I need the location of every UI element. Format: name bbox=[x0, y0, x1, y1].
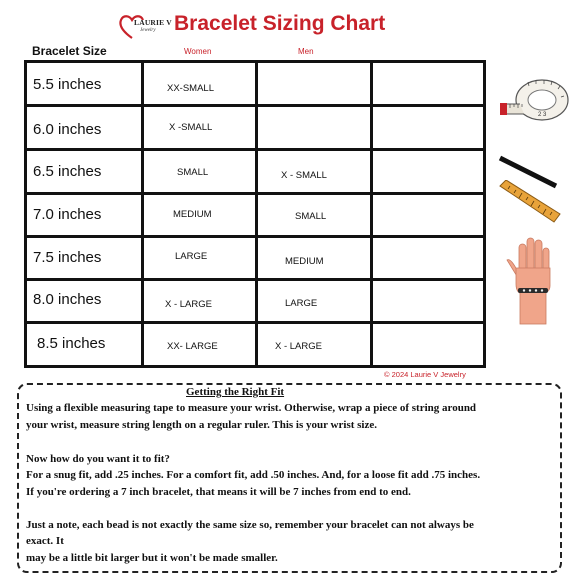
women-size-cell: XX- LARGE bbox=[167, 341, 218, 352]
women-size-cell: MEDIUM bbox=[173, 209, 212, 220]
women-size-cell: SMALL bbox=[177, 167, 209, 178]
copyright-text: © 2024 Laurie V Jewelry bbox=[384, 370, 466, 379]
row-divider bbox=[27, 235, 483, 238]
fit-paragraph-line: your wrist, measure string length on a regular ruler. This is your wrist size. bbox=[26, 419, 377, 431]
fit-paragraph-line: If you're ordering a 7 inch bracelet, that means it will be 7 inches from end to end. bbox=[26, 486, 411, 498]
measuring-tape-icon bbox=[498, 74, 570, 130]
column-divider bbox=[141, 63, 144, 365]
size-cell: 6.5 inches bbox=[33, 163, 102, 180]
size-cell: 8.5 inches bbox=[37, 335, 106, 352]
svg-text:2 3: 2 3 bbox=[538, 112, 547, 118]
fit-title: Getting the Right Fit bbox=[186, 386, 285, 398]
logo-subtext: Jewelry bbox=[140, 28, 156, 33]
size-cell: 8.0 inches bbox=[33, 291, 102, 308]
women-size-cell: LARGE bbox=[175, 251, 208, 262]
women-header: Women bbox=[184, 47, 212, 56]
men-size-cell: MEDIUM bbox=[285, 256, 324, 267]
hand-icon bbox=[504, 234, 562, 326]
row-divider bbox=[27, 148, 483, 151]
fit-paragraph-line: Using a flexible measuring tape to measure your wrist. Otherwise, wrap a piece of string around bbox=[26, 402, 477, 414]
women-size-cell: XX-SMALL bbox=[167, 83, 214, 94]
fit-paragraph-line: exact. It bbox=[26, 535, 64, 547]
women-size-cell: X - LARGE bbox=[165, 299, 212, 310]
men-size-cell: X - LARGE bbox=[275, 341, 322, 352]
sizing-table bbox=[24, 60, 486, 368]
page-title: Bracelet Sizing Chart bbox=[174, 12, 386, 35]
row-divider bbox=[27, 278, 483, 281]
fit-paragraph-line: Just a note, each bead is not exactly the same size so, remember your bracelet can not always be bbox=[26, 519, 474, 531]
row-divider bbox=[27, 321, 483, 324]
size-cell: 7.0 inches bbox=[33, 206, 102, 223]
column-divider bbox=[370, 63, 373, 365]
row-divider bbox=[27, 104, 483, 107]
bracelet-size-header: Bracelet Size bbox=[32, 44, 107, 58]
size-cell: 5.5 inches bbox=[33, 76, 102, 93]
fit-paragraph-line: Now how do you want it to fit? bbox=[26, 453, 170, 465]
women-size-cell: X -SMALL bbox=[169, 122, 213, 133]
logo-text: LAURIE V bbox=[134, 18, 172, 27]
size-cell: 7.5 inches bbox=[33, 249, 102, 266]
column-divider bbox=[255, 63, 258, 365]
row-divider bbox=[27, 192, 483, 195]
ruler-icon bbox=[498, 180, 562, 224]
fit-paragraph-line: For a snug fit, add .25 inches. For a comfort fit, add .50 inches. And, for a loose fit add .75 inches. bbox=[26, 469, 481, 481]
brand-logo bbox=[118, 12, 172, 42]
men-size-cell: SMALL bbox=[295, 211, 327, 222]
men-size-cell: X - SMALL bbox=[281, 170, 327, 181]
size-cell: 6.0 inches bbox=[33, 121, 102, 138]
fit-paragraph-line: may be a little bit larger but it won't be made smaller. bbox=[26, 552, 278, 564]
heart-logo-icon bbox=[118, 12, 164, 42]
men-size-cell: LARGE bbox=[285, 298, 318, 309]
men-header: Men bbox=[298, 47, 314, 56]
